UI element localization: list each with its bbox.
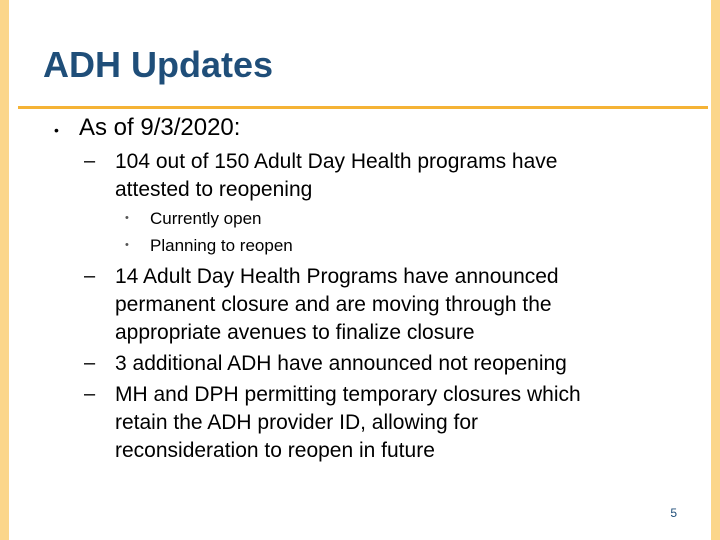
small-dot-icon: •: [125, 212, 129, 224]
page-number: 5: [670, 506, 677, 520]
dash-icon: –: [84, 150, 96, 172]
sub-bullet-line: appropriate avenues to finalize closure: [115, 321, 475, 344]
sub-bullet-attested: [115, 148, 557, 204]
left-accent-bar: [0, 0, 9, 540]
sub-bullet-closures: [115, 263, 559, 347]
bullet-main: As of 9/3/2020:: [79, 114, 241, 141]
sub-bullet-line: MH and DPH permitting temporary closures which: [115, 383, 581, 406]
subsub-bullet-open: Currently open: [150, 209, 262, 228]
small-dot-icon: •: [125, 239, 129, 251]
dash-icon: –: [84, 352, 96, 374]
sub-bullet-line: attested to reopening: [115, 178, 313, 201]
bullet-dot-icon: •: [54, 122, 59, 138]
dash-icon: –: [84, 265, 96, 287]
sub-bullet-temporary-closures: [115, 381, 581, 465]
sub-bullet-not-reopening: 3 additional ADH have announced not reopening: [115, 352, 567, 375]
sub-bullet-line: 14 Adult Day Health Programs have announced: [115, 265, 559, 288]
sub-bullet-line: permanent closure and are moving through the: [115, 293, 552, 316]
subsub-bullet-planning: Planning to reopen: [150, 236, 293, 255]
sub-bullet-line: 104 out of 150 Adult Day Health programs have: [115, 150, 558, 173]
right-accent-bar: [711, 0, 720, 540]
sub-bullet-line: reconsideration to reopen in future: [115, 439, 435, 462]
sub-bullet-line: retain the ADH provider ID, allowing for: [115, 411, 478, 434]
slide-title: ADH Updates: [43, 44, 274, 85]
dash-icon: –: [84, 383, 96, 405]
title-divider: [18, 106, 708, 109]
